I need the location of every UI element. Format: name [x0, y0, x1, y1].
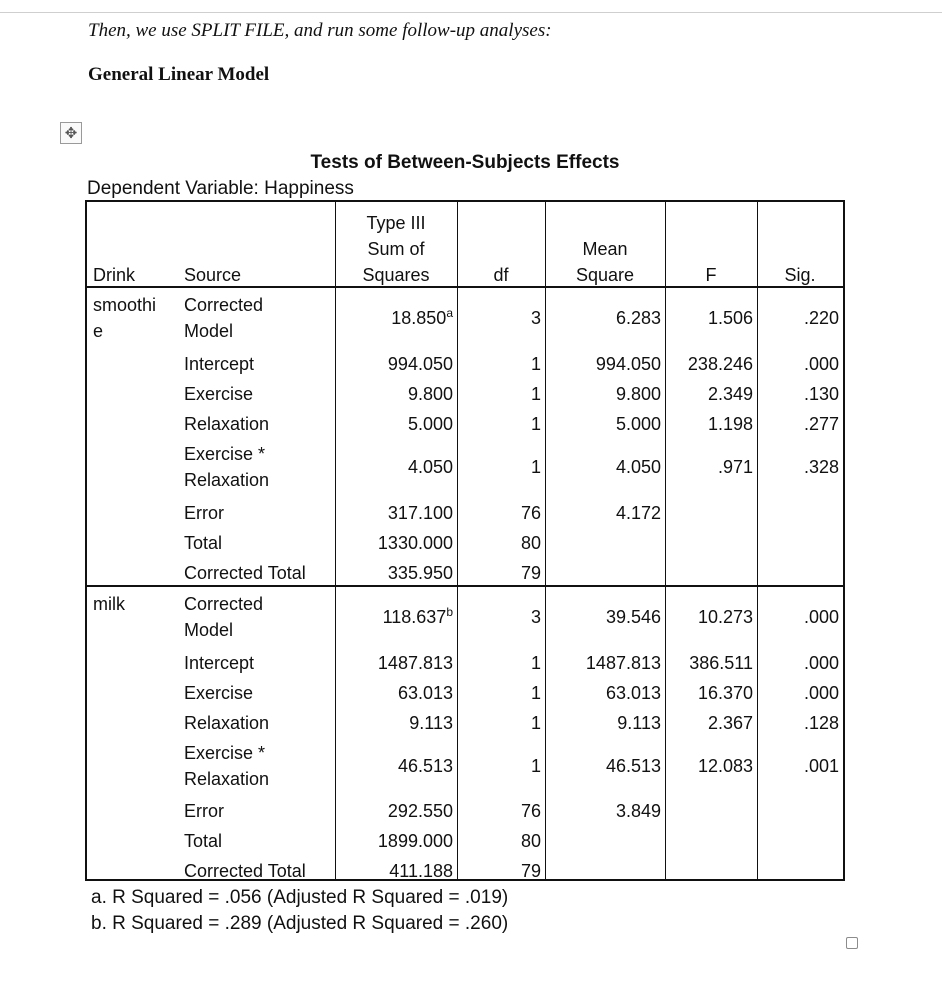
- df-value: 80: [520, 533, 541, 553]
- source-label: Corrected: [184, 594, 264, 614]
- ms-value: 4.050: [615, 457, 661, 477]
- f-value: .971: [717, 457, 753, 477]
- source-label: Exercise: [184, 384, 254, 404]
- source-label: Relaxation: [184, 414, 270, 434]
- drink-label: smoothi: [93, 295, 157, 315]
- source-label: Total: [184, 533, 223, 553]
- df-value: 1: [530, 653, 541, 673]
- ss-value: [335, 604, 453, 630]
- source-label: Exercise *: [184, 743, 266, 763]
- ss-number: 292.550: [387, 801, 453, 821]
- section-heading: General Linear Model: [88, 64, 270, 85]
- sig-value: .277: [803, 414, 839, 434]
- sig-value: .000: [803, 653, 839, 673]
- f-value: 2.367: [707, 713, 753, 733]
- ms-value: 994.050: [595, 354, 661, 374]
- source-label: Exercise *: [184, 444, 266, 464]
- df-value: 3: [530, 607, 541, 627]
- f-value: 238.246: [687, 354, 753, 374]
- sig-value: .130: [803, 384, 839, 404]
- ss-number: 63.013: [397, 683, 453, 703]
- source-label: Intercept: [184, 653, 255, 673]
- sig-value: .000: [803, 607, 839, 627]
- ms-value: 63.013: [605, 683, 661, 703]
- source-label: Corrected: [184, 295, 264, 315]
- ss-value: [335, 650, 453, 676]
- df-value: 1: [530, 354, 541, 374]
- source-label: Exercise: [184, 683, 254, 703]
- ss-number: 317.100: [387, 503, 453, 523]
- source-label-cont: Model: [184, 620, 234, 640]
- df-value: 1: [530, 683, 541, 703]
- source-label: Error: [184, 801, 224, 821]
- ss-value: [335, 351, 453, 377]
- drink-label-cont: e: [93, 321, 104, 341]
- table-title: Tests of Between-Subjects Effects: [310, 152, 620, 173]
- ss-value: [335, 381, 453, 407]
- df-value: 1: [530, 384, 541, 404]
- header-ms-line2: Square: [575, 265, 635, 285]
- ss-value: [335, 411, 453, 437]
- source-label: Corrected Total: [184, 563, 306, 583]
- df-value: 1: [530, 713, 541, 733]
- header-ss-line3: Squares: [362, 265, 430, 285]
- resize-handle-icon[interactable]: [846, 937, 858, 949]
- drink-label: milk: [93, 594, 125, 614]
- source-label: Relaxation: [184, 713, 270, 733]
- ss-number: 4.050: [407, 457, 453, 477]
- ss-value: [335, 530, 453, 556]
- header-df: df: [493, 265, 509, 285]
- source-label-cont: Relaxation: [184, 470, 270, 490]
- df-value: 79: [520, 563, 541, 583]
- ms-value: 3.849: [615, 801, 661, 821]
- sig-value: .220: [803, 308, 839, 328]
- header-source: Source: [184, 265, 242, 285]
- page-top-border: [0, 12, 942, 13]
- ss-value: [335, 858, 453, 884]
- df-value: 79: [520, 861, 541, 881]
- ms-value: 5.000: [615, 414, 661, 434]
- sig-value: .000: [803, 354, 839, 374]
- sig-value: .328: [803, 457, 839, 477]
- ss-value: [335, 798, 453, 824]
- header-ms-line1: Mean: [582, 239, 628, 259]
- ss-number: 118.637: [382, 607, 447, 627]
- ss-number: 1330.000: [377, 533, 453, 553]
- ss-number: 411.188: [389, 861, 453, 881]
- ss-value: [335, 680, 453, 706]
- f-value: 1.506: [707, 308, 753, 328]
- source-label: Intercept: [184, 354, 255, 374]
- df-value: 80: [520, 831, 541, 851]
- f-value: 12.083: [697, 756, 753, 776]
- ss-number: 335.950: [387, 563, 453, 583]
- f-value: 10.273: [697, 607, 753, 627]
- dependent-variable-label: Dependent Variable: Happiness: [87, 178, 354, 199]
- ms-value: 9.113: [617, 713, 661, 733]
- header-drink: Drink: [93, 265, 136, 285]
- header-f: F: [705, 265, 717, 285]
- ss-number: 9.800: [407, 384, 453, 404]
- ms-value: 39.546: [605, 607, 661, 627]
- sig-value: .001: [803, 756, 839, 776]
- ms-value: 4.172: [615, 503, 661, 523]
- df-value: 1: [530, 756, 541, 776]
- footnote-marker: b: [446, 605, 453, 619]
- ss-number: 1899.000: [377, 831, 453, 851]
- header-ss-line1: Type III: [366, 213, 426, 233]
- df-value: 1: [530, 457, 541, 477]
- ss-value: [335, 454, 453, 480]
- source-label: Corrected Total: [184, 861, 306, 881]
- ms-value: 46.513: [605, 756, 661, 776]
- table-footnote: b. R Squared = .289 (Adjusted R Squared = .260): [91, 913, 509, 934]
- sig-value: .000: [803, 683, 839, 703]
- df-value: 76: [520, 801, 541, 821]
- header-ss-line2: Sum of: [367, 239, 425, 259]
- f-value: 2.349: [707, 384, 753, 404]
- source-label-cont: Relaxation: [184, 769, 270, 789]
- ss-number: 46.513: [397, 756, 453, 776]
- ss-number: 18.850: [391, 308, 447, 328]
- anova-table: [85, 200, 845, 881]
- sig-value: .128: [803, 713, 839, 733]
- f-value: 386.511: [689, 653, 753, 673]
- footnote-marker: a: [446, 306, 453, 320]
- ss-value: [335, 710, 453, 736]
- df-value: 76: [520, 503, 541, 523]
- ss-value: [335, 828, 453, 854]
- header-rule: [87, 286, 843, 288]
- df-value: 3: [530, 308, 541, 328]
- ss-number: 9.113: [409, 713, 453, 733]
- df-value: 1: [530, 414, 541, 434]
- move-arrows-icon[interactable]: ✥: [60, 122, 82, 144]
- source-label-cont: Model: [184, 321, 234, 341]
- ss-value: [335, 305, 453, 331]
- ss-value: [335, 753, 453, 779]
- ss-number: 994.050: [387, 354, 453, 374]
- f-value: 1.198: [707, 414, 753, 434]
- source-label: Total: [184, 831, 223, 851]
- f-value: 16.370: [697, 683, 753, 703]
- intro-text: Then, we use SPLIT FILE, and run some follow-up analyses:: [88, 20, 552, 41]
- ss-value: [335, 560, 453, 586]
- ms-value: 9.800: [615, 384, 661, 404]
- ms-value: 6.283: [615, 308, 661, 328]
- table-footnote: a. R Squared = .056 (Adjusted R Squared = .019): [91, 887, 509, 908]
- header-sig: Sig.: [784, 265, 816, 285]
- ss-number: 1487.813: [377, 653, 453, 673]
- ss-number: 5.000: [407, 414, 453, 434]
- ss-value: [335, 500, 453, 526]
- source-label: Error: [184, 503, 224, 523]
- ms-value: 1487.813: [585, 653, 661, 673]
